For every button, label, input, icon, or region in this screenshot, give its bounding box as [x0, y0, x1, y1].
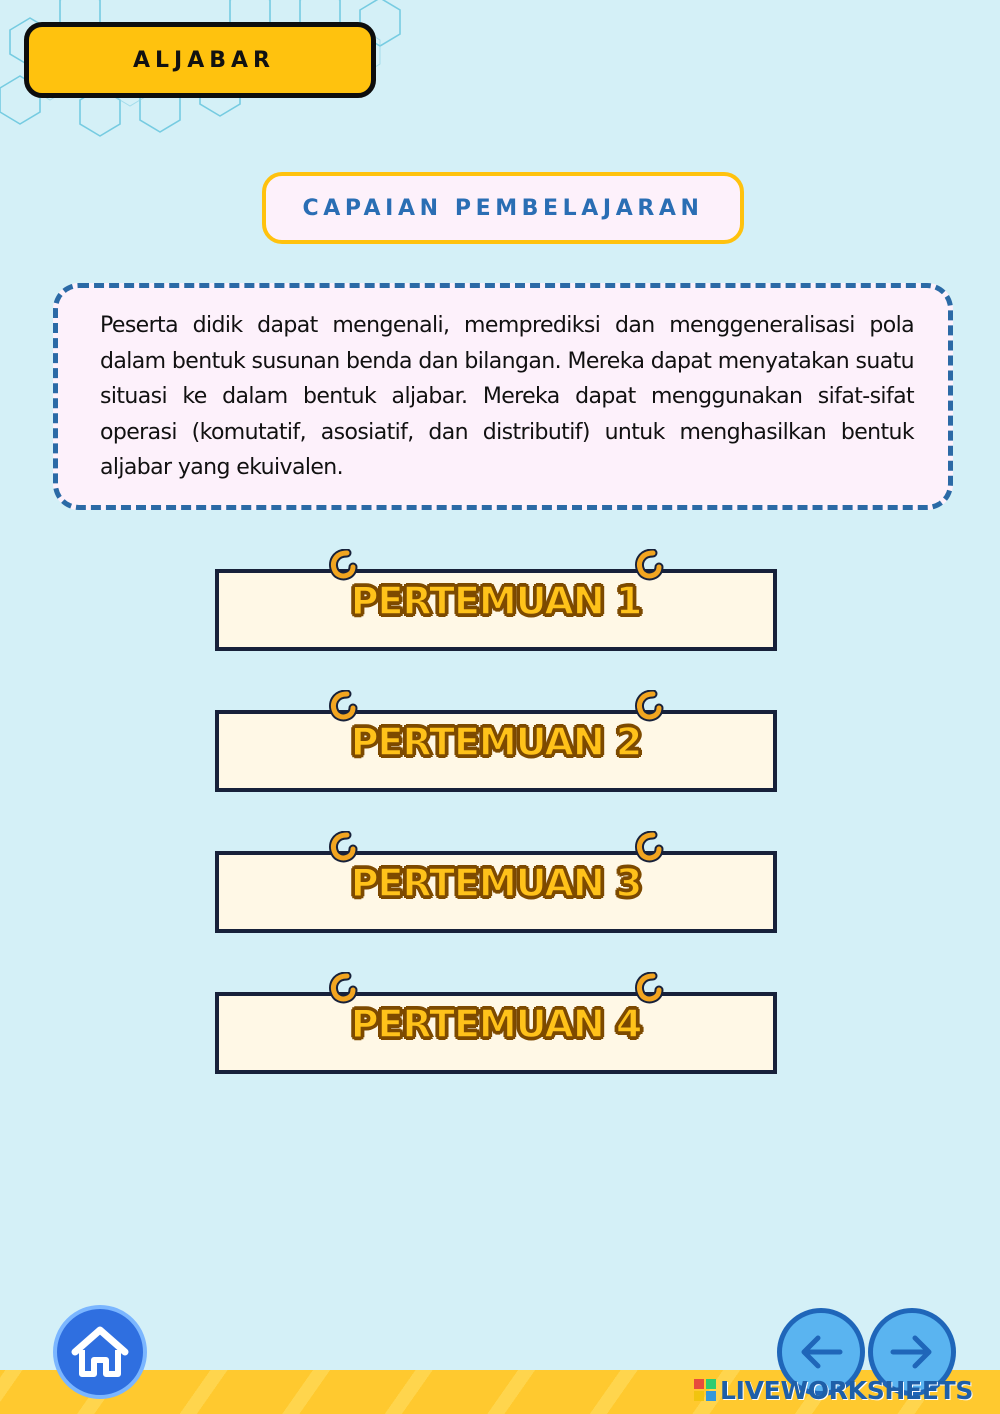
home-button[interactable]	[53, 1305, 147, 1399]
meeting-4-label: PERTEMUAN 4	[350, 1002, 642, 1046]
meeting-4-button[interactable]	[215, 992, 777, 1074]
meeting-1-button[interactable]	[215, 569, 777, 651]
learning-outcomes-heading-text: CAPAIAN PEMBELAJARAN	[302, 195, 704, 221]
meeting-1-label: PERTEMUAN 1	[350, 579, 642, 623]
liveworksheets-logo-icon	[694, 1379, 716, 1401]
meeting-2-button[interactable]	[215, 710, 777, 792]
liveworksheets-brand[interactable]	[694, 1374, 973, 1406]
learning-outcomes-text: Peserta didik dapat mengenali, memprediksi dan menggeneralisasi pola dalam bentuk susunan benda dan bilangan. Mereka dapat menyatakan suatu situasi ke dalam bentuk aljabar. Mereka dapat menggunakan sifat-sifat operasi (komutatif, asosiatif, dan distributif) untuk menghasilkan bentuk aljabar yang ekuivalen.	[100, 313, 914, 480]
arrow-right-icon	[887, 1330, 937, 1374]
topic-label: ALJABAR	[133, 47, 275, 73]
learning-outcomes-box	[53, 283, 953, 510]
brand-name: LIVEWORKSHEETS	[720, 1375, 974, 1405]
meeting-3-button[interactable]	[215, 851, 777, 933]
meeting-3-label: PERTEMUAN 3	[350, 861, 642, 905]
home-icon	[69, 1324, 131, 1380]
arrow-left-icon	[796, 1330, 846, 1374]
learning-outcomes-heading	[262, 172, 744, 244]
topic-tab	[24, 22, 376, 98]
meeting-2-label: PERTEMUAN 2	[350, 720, 642, 764]
